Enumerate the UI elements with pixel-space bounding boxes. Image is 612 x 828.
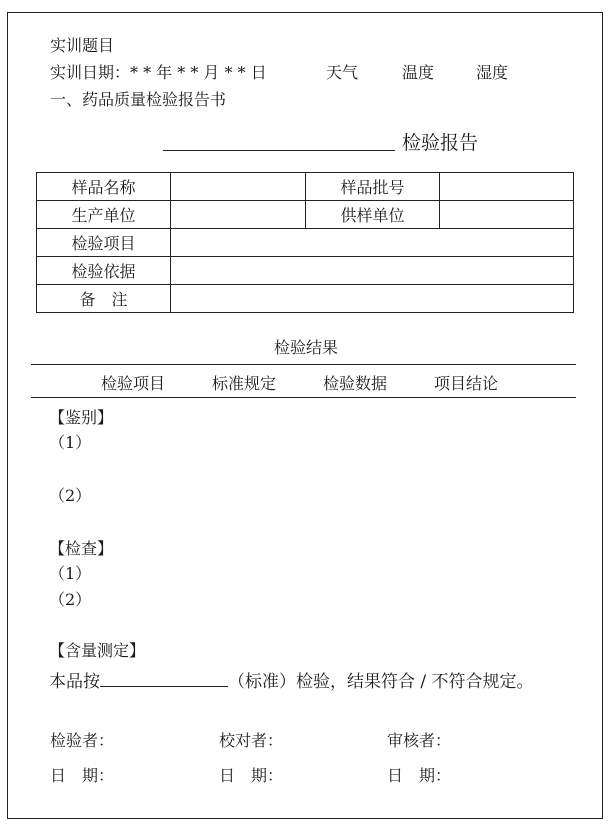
sample-info-table [36, 172, 574, 313]
humidity-label: 湿度 [476, 63, 509, 82]
inspector-date-label: 日 期： [50, 766, 115, 785]
results-top-rule [31, 364, 576, 365]
assay-prefix: 本品按 [49, 672, 100, 692]
sample-name-label: 样品名称 [37, 173, 171, 201]
inspector-label: 检验者： [50, 731, 115, 750]
assay-standard-blank [100, 669, 228, 687]
table-row [37, 229, 574, 257]
date-line: 实训日期：* * 年 * * 月 * * 日 [50, 63, 267, 82]
topic-label: 实训题目 [50, 36, 115, 55]
col-data: 检验数据 [323, 374, 388, 393]
assay-heading: 【含量测定】 [49, 641, 146, 660]
col-test-item: 检验项目 [101, 374, 166, 393]
col-standard: 标准规定 [212, 374, 277, 393]
supplier-label: 供样单位 [306, 201, 440, 229]
identification-item-2: （2） [49, 486, 92, 505]
temperature-label: 温度 [402, 63, 435, 82]
weather-label: 天气 [326, 63, 359, 82]
test-items-label: 检验项目 [37, 229, 171, 257]
checker-label: 校对者： [219, 731, 284, 750]
checker-date-label: 日 期： [219, 766, 284, 785]
assay-statement [49, 669, 534, 692]
assay-suffix: （标准）检验，结果符合 / 不符合规定。 [228, 672, 534, 692]
table-row [37, 257, 574, 285]
reviewer-label: 审核者： [387, 731, 452, 750]
batch-no-value [440, 173, 574, 201]
table-row [37, 173, 574, 201]
inspection-item-2: （2） [49, 590, 92, 609]
test-basis-label: 检验依据 [37, 257, 171, 285]
section-title: 一、药品质量检验报告书 [50, 90, 227, 109]
report-name-blank [163, 150, 395, 151]
identification-heading: 【鉴别】 [49, 408, 114, 427]
report-title: 检验报告 [402, 132, 479, 154]
results-title: 检验结果 [273, 338, 338, 357]
table-row [37, 285, 574, 313]
inspection-item-1: （1） [49, 564, 92, 583]
table-row [37, 201, 574, 229]
test-basis-value [171, 257, 574, 285]
col-conclusion: 项目结论 [434, 374, 499, 393]
reviewer-date-label: 日 期： [387, 766, 452, 785]
supplier-value [440, 201, 574, 229]
inspection-heading: 【检查】 [49, 539, 114, 558]
manufacturer-label: 生产单位 [37, 201, 171, 229]
test-items-value [171, 229, 574, 257]
remarks-value [171, 285, 574, 313]
identification-item-1: （1） [49, 433, 92, 452]
sample-name-value [171, 173, 306, 201]
results-bottom-rule [31, 397, 576, 398]
remarks-label: 备 注 [37, 285, 171, 313]
batch-no-label: 样品批号 [306, 173, 440, 201]
manufacturer-value [171, 201, 306, 229]
